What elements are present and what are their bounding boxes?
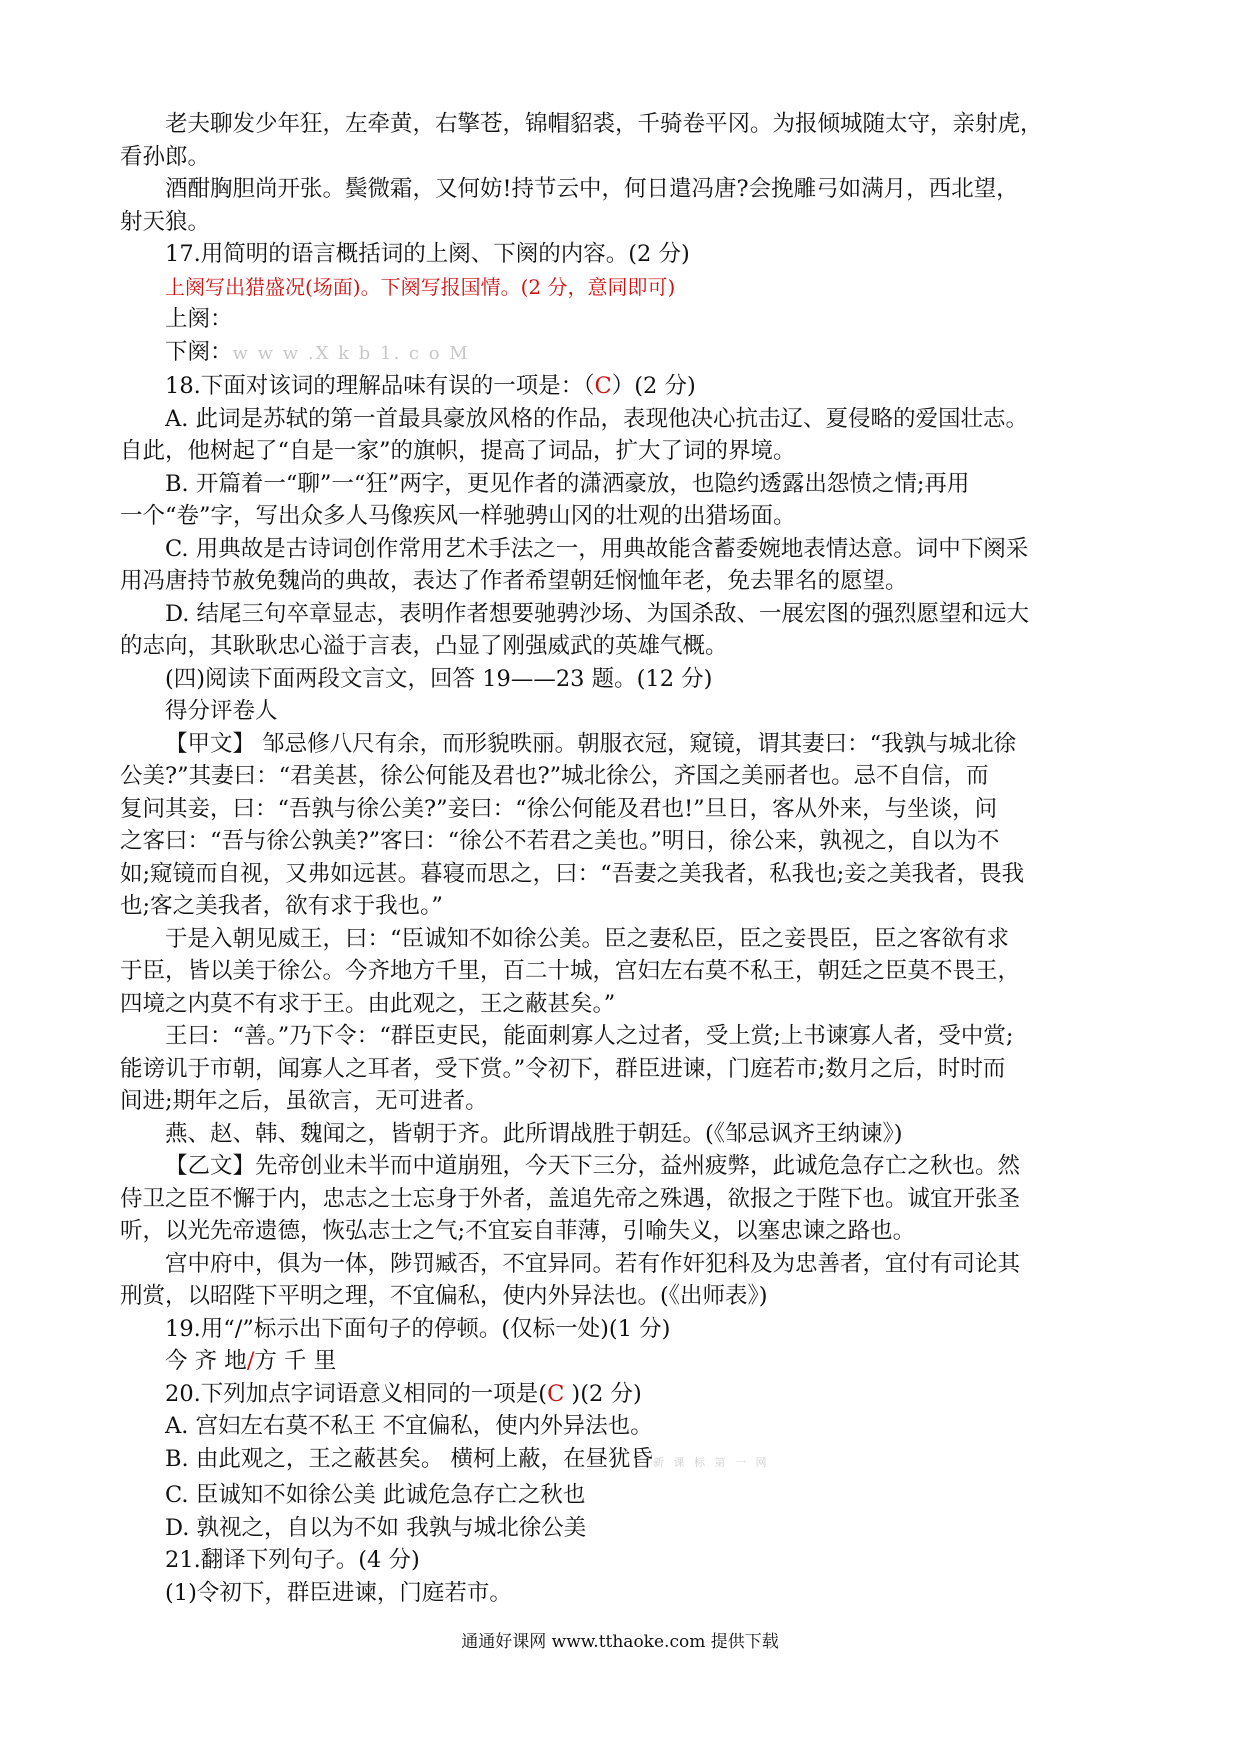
pause-sentence-a: 今 齐 地	[165, 1348, 247, 1374]
option-c-cont: 用冯唐持节赦免魏尚的典故，表达了作者希望朝廷悯恤年老，免去罪名的愿望。	[120, 568, 908, 594]
poem-line: 老夫聊发少年狂，左牵黄，右擎苍，锦帽貂裘，千骑卷平冈。为报倾城随太守，亲射虎，	[165, 111, 1043, 137]
pause-slash: /	[246, 1348, 255, 1374]
passage-jia-line: 也;客之美我者，欲有求于我也。”	[120, 893, 443, 919]
section-heading: (四)阅读下面两段文言文，回答 19——23 题。(12 分)	[165, 665, 713, 692]
question-21: 21.翻译下列句子。(4 分)	[165, 1547, 420, 1573]
answer-20: C	[547, 1380, 565, 1407]
question-20	[120, 1378, 1125, 1411]
passage-jia-line: 燕、赵、韩、魏闻之，皆朝于齐。此所谓战胜于朝廷。(《邹忌讽齐王纳谏》)	[165, 1120, 903, 1147]
question-18-prefix: 18.下面对该词的理解品味有误的一项是：（	[165, 373, 595, 399]
option-a-cont: 自此，他树起了“自是一家”的旗帜，提高了词品，扩大了词的界境。	[120, 438, 796, 464]
option-a: A. 宫妇左右莫不私王 不宜偏私，使内外异法也。	[165, 1413, 653, 1439]
answer-18: C	[594, 373, 612, 399]
passage-jia-line: 复问其妾，曰：“吾孰与徐公美?”妾曰：“徐公何能及君也!”旦日，客从外来，与坐谈，问	[120, 795, 998, 822]
passage-jia-line: 公美?”其妻曰：“君美甚，徐公何能及君也?”城北徐公，齐国之美丽者也。忌不自信，而	[120, 763, 989, 789]
option-c: C. 用典故是古诗词创作常用艺术手法之一，用典故能含蓄委婉地表情达意。词中下阕采	[165, 535, 1029, 562]
passage-jia-line: 于是入朝见威王，曰：“臣诚知不如徐公美。臣之妻私臣，臣之妾畏臣，臣之客欲有求	[165, 925, 1010, 952]
option-d-cont: 的志向，其耿耿忠心溢于言表，凸显了刚强威武的英雄气概。	[120, 633, 728, 659]
lower-stanza-label: 下阕：	[165, 338, 233, 365]
pause-sentence-b: 方 千 里	[254, 1348, 337, 1374]
option-d: D. 结尾三句卒章显志，表明作者想要驰骋沙场、为国杀敌、一展宏图的强烈愿望和远大	[165, 600, 1030, 627]
passage-jia-line: 间进;期年之后，虽欲言，无可进者。	[120, 1088, 488, 1114]
option-c: C. 臣诚知不如徐公美 此诚危急存亡之秋也	[165, 1482, 586, 1508]
passage-jia-line: 之客曰：“吾与徐公孰美?”客曰：“徐公不若君之美也。”明日，徐公来，孰视之，自以为不	[120, 828, 1000, 854]
passage-jia-line: 如;窥镜而自视，又弗如远甚。暮寝而思之，曰：“吾妻之美我者，私我也;妾之美我者，畏我	[120, 860, 1025, 887]
question-20-prefix: 20.下列加点字词语意义相同的一项是(	[165, 1380, 548, 1407]
watermark-text: w w w .X k b 1. c o M	[232, 342, 470, 364]
passage-yi-line: 宫中府中，俱为一体，陟罚臧否，不宜异同。若有作奸犯科及为忠善者，宜付有司论其	[165, 1250, 1021, 1277]
option-b: B. 开篇着一“聊”一“狂”两字，更见作者的潇洒豪放，也隐约透露出怨愤之情;再用	[165, 470, 970, 497]
upper-stanza-label: 上阕：	[165, 306, 233, 332]
passage-jia-line: 王曰：“善。”乃下令：“群臣吏民，能面刺寡人之过者，受上赏;上书谏寡人者，受中赏;	[165, 1023, 1014, 1049]
option-b-cont: 一个“卷”字，写出众多人马像疾风一样驰骋山冈的壮观的出猎场面。	[120, 503, 796, 529]
translation-item-1: (1)令初下，群臣进谏，门庭若市。	[165, 1579, 512, 1606]
passage-jia-line: 于臣，皆以美于徐公。今齐地方千里，百二十城，宫妇左右莫不私王，朝廷之臣莫不畏王，	[120, 958, 1021, 984]
scorer-label: 得分评卷人	[165, 698, 278, 724]
lower-stanza-row	[120, 336, 1125, 371]
passage-yi-line: 听，以光先帝遗德，恢弘志士之气;不宜妄自菲薄，引喻失义，以塞忠谏之路也。	[120, 1218, 916, 1244]
answer-17-text: 上阕写出猎盛况(场面)。下阕写报国情。(2 分，意同即可)	[165, 274, 676, 299]
passage-yi-line: 侍卫之臣不懈于内，忠志之士忘身于外者，盖追先帝之殊遇，欲报之于陛下也。诚宜开张圣	[120, 1185, 1021, 1212]
document-page	[120, 108, 1125, 1609]
poem-line: 看孙郎。	[120, 143, 211, 170]
passage-jia-line: 【甲文】 邹忌修八尺有余，而形貌昳丽。朝服衣冠，窥镜，谓其妻曰：“我孰与城北徐	[165, 730, 1017, 757]
passage-yi-line: 【乙文】先帝创业未半而中道崩殂，今天下三分，益州疲弊，此诚危急存亡之秋也。然	[165, 1153, 1021, 1179]
option-b-row	[120, 1443, 1125, 1480]
question-19: 19.用“/”标示出下面句子的停顿。(仅标一处)(1 分)	[165, 1315, 671, 1342]
passage-jia-line: 四境之内莫不有求于王。由此观之，王之蔽甚矣。”	[120, 990, 616, 1017]
watermark-text: 新 课 标 第 一 网	[653, 1455, 770, 1469]
answer-17	[120, 271, 1125, 304]
passage-yi-line: 刑赏，以昭陛下平明之理，不宜偏私，使内外异法也。(《出师表》)	[120, 1283, 768, 1309]
question-20-suffix: )(2 分)	[564, 1380, 642, 1407]
question-18	[120, 370, 1125, 403]
option-a: A. 此词是苏轼的第一首最具豪放风格的作品，表现他决心抗击辽、夏侵略的爱国壮志。	[165, 405, 1029, 432]
option-d: D. 孰视之，自以为不如 我孰与城北徐公美	[165, 1514, 587, 1541]
poem-line: 酒酣胸胆尚开张。鬓微霜，又何妨!持节云中，何日遣冯唐?会挽雕弓如满月，西北望，	[165, 176, 1019, 202]
page-footer: 通通好课网 www.tthaoke.com 提供下载	[461, 1632, 779, 1652]
question-18-suffix: ）(2 分)	[611, 373, 696, 399]
question-17: 17.用简明的语言概括词的上阕、下阕的内容。(2 分)	[165, 241, 690, 267]
pause-sentence	[120, 1345, 1125, 1378]
poem-line: 射天狼。	[120, 208, 211, 235]
option-b: B. 由此观之，王之蔽甚矣。 横柯上蔽，在昼犹昏	[165, 1445, 653, 1472]
passage-jia-line: 能谤讥于市朝，闻寡人之耳者，受下赏。”令初下，群臣进谏，门庭若市;数月之后，时时而	[120, 1055, 1006, 1082]
